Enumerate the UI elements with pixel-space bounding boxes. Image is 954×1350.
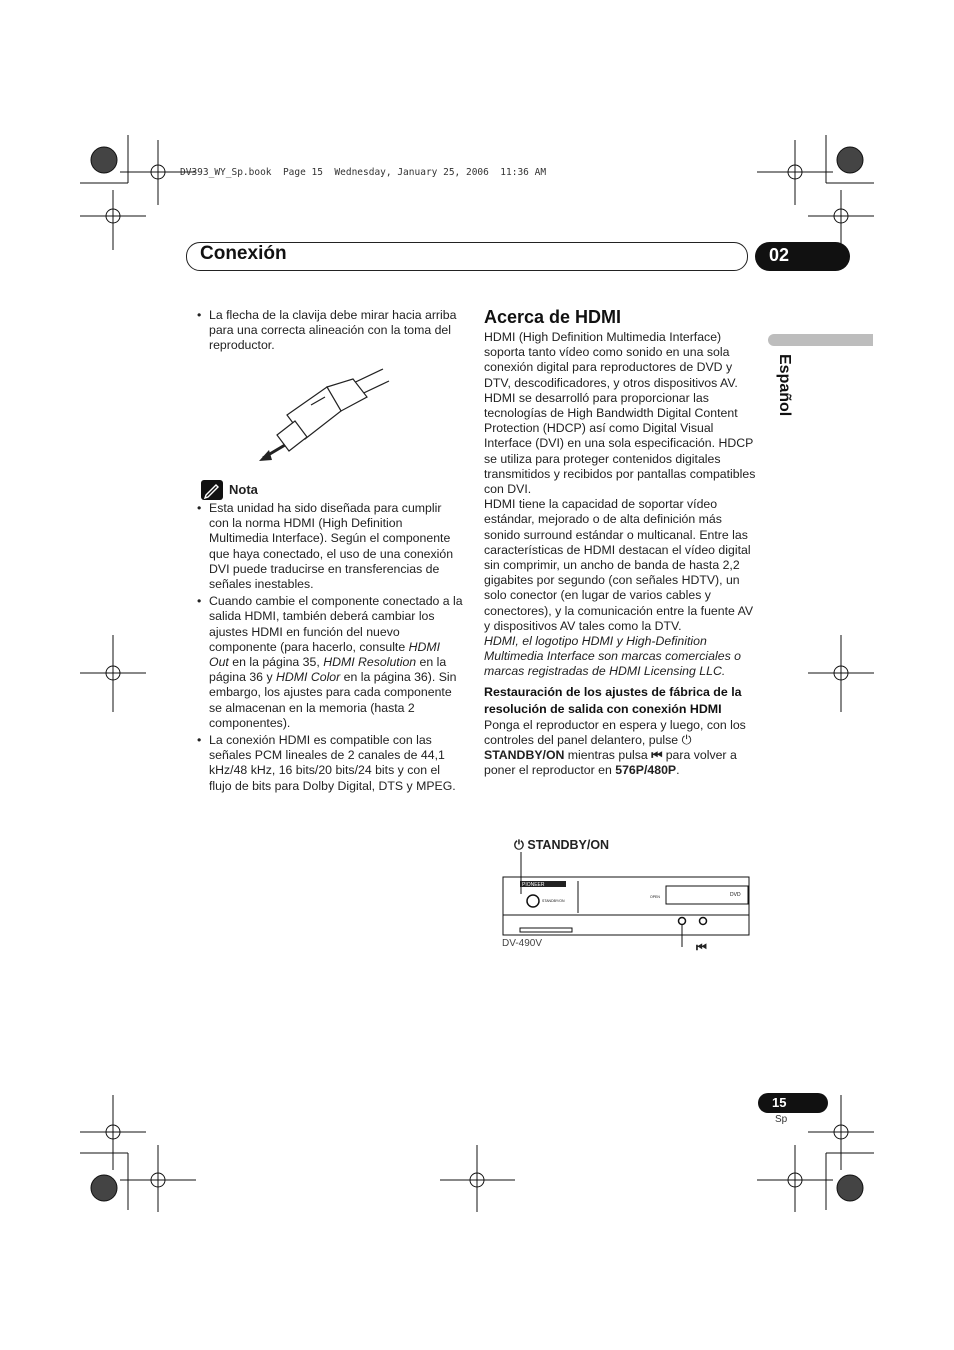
front-standby-text: STANDBY/ON <box>542 899 565 903</box>
note-label: Nota <box>229 482 258 497</box>
open-text: OPEN <box>650 895 660 899</box>
reset-instructions: Ponga el reproductor en espera y luego, con los controles del panel delantero, pulse ⏻ STANDBY/ON mientras pulsa ⏮ para volver a poner el reproductor en 576P/480P. <box>484 717 746 778</box>
subheading: Restauración de los ajustes de fábrica de la resolución de salida con conexión HDMI <box>484 684 742 716</box>
note-icon <box>201 480 223 500</box>
list-item: • Cuando cambie el componente conectado a la salida HDMI, también deberá cambiar los ajustes HDMI en función del nuevo componente (para hacerlo, consulte HDMI Out en la página 35, HDMI Resolution en la página 36 y HDMI Color en la página 36). Sin embargo, los ajustes para cada componente se almacenan en la memoria (hasta 2 componentes). <box>197 594 463 731</box>
prev-icon: ⏮ <box>651 748 663 763</box>
language-tab-bar <box>768 334 873 346</box>
list-item: • La flecha de la clavija debe mirar hacia arriba para una correcta alineación con la toma del reproductor. <box>197 308 463 354</box>
brand-logo: PIONEER <box>522 882 545 888</box>
model-caption: DV-490V <box>502 938 543 949</box>
file-info: DV393_WY_Sp.book Page 15 Wednesday, January 25, 2006 11:36 AM <box>180 167 547 178</box>
standby-label: ⏻ STANDBY/ON <box>514 838 610 852</box>
trademark-note: HDMI, el logotipo HDMI y High-Definition Multimedia Interface son marcas comerciales o marcas registradas de HDMI Licensing LLC. <box>484 634 741 679</box>
paragraph: HDMI tiene la capacidad de soportar vídeo estándar, mejorado o de alta definición más sonido surround estándar o multicanal. Entre las características de HDMI destacan el vídeo digital sin comprimir, un ancho de banda de hasta 2,2 gigabites por segundo (con señales HDTV), un solo conector (en lugar de varios cables y conectores), y la comunicación entre la fuente AV y dispositivos AV tales como la DTV. <box>484 497 754 633</box>
language-tab: Español <box>776 354 793 417</box>
list-item: • La conexión HDMI es compatible con las señales PCM lineales de 2 canales de 44,1 kHz/48 kHz, 16 bits/20 bits/24 bits y con el flujo de bits para Dolby Digital, DTS y MPEG. <box>197 733 463 794</box>
hdmi-plug-illustration <box>255 365 395 465</box>
notes-list <box>197 501 463 796</box>
player-front-panel <box>500 852 750 947</box>
paragraph: HDMI (High Definition Multimedia Interface) soporta tanto vídeo como sonido en una sola conexión digital para reproductores de DVD y DTV, descodificadores, y otros dispositivos AV. HDMI se desarrolló para proporcionar las tecnologías de High Bandwidth Digital Content Protection (HDCP) así como Digital Visual Interface (DVI) en una sola especificación. HDCP se utiliza para proteger contenidos digitales transmitidos y recibidos por pantallas compatibles con DVI. <box>484 330 756 497</box>
dvd-logo: DVD <box>730 892 741 898</box>
list-item: • Esta unidad ha sido diseñada para cumplir con la norma HDMI (High Definition Multimedia Interface). Según el componente que haya conectado, el uso de una conexión DVI puede traducirse en transferencias de señales inestables. <box>197 501 463 592</box>
power-icon: ⏻ <box>681 732 692 747</box>
chapter-number: 02 <box>769 245 790 265</box>
intro-list <box>197 308 463 356</box>
section-heading: Acerca de HDMI <box>484 307 622 327</box>
page-lang: Sp <box>775 1114 788 1125</box>
prev-button-label: ⏮ <box>696 940 707 954</box>
page-title: Conexión <box>200 243 287 264</box>
page-number: 15 <box>772 1095 787 1110</box>
page-number-badge <box>758 1093 828 1113</box>
section-body <box>484 330 760 778</box>
power-icon: ⏻ <box>514 838 528 852</box>
